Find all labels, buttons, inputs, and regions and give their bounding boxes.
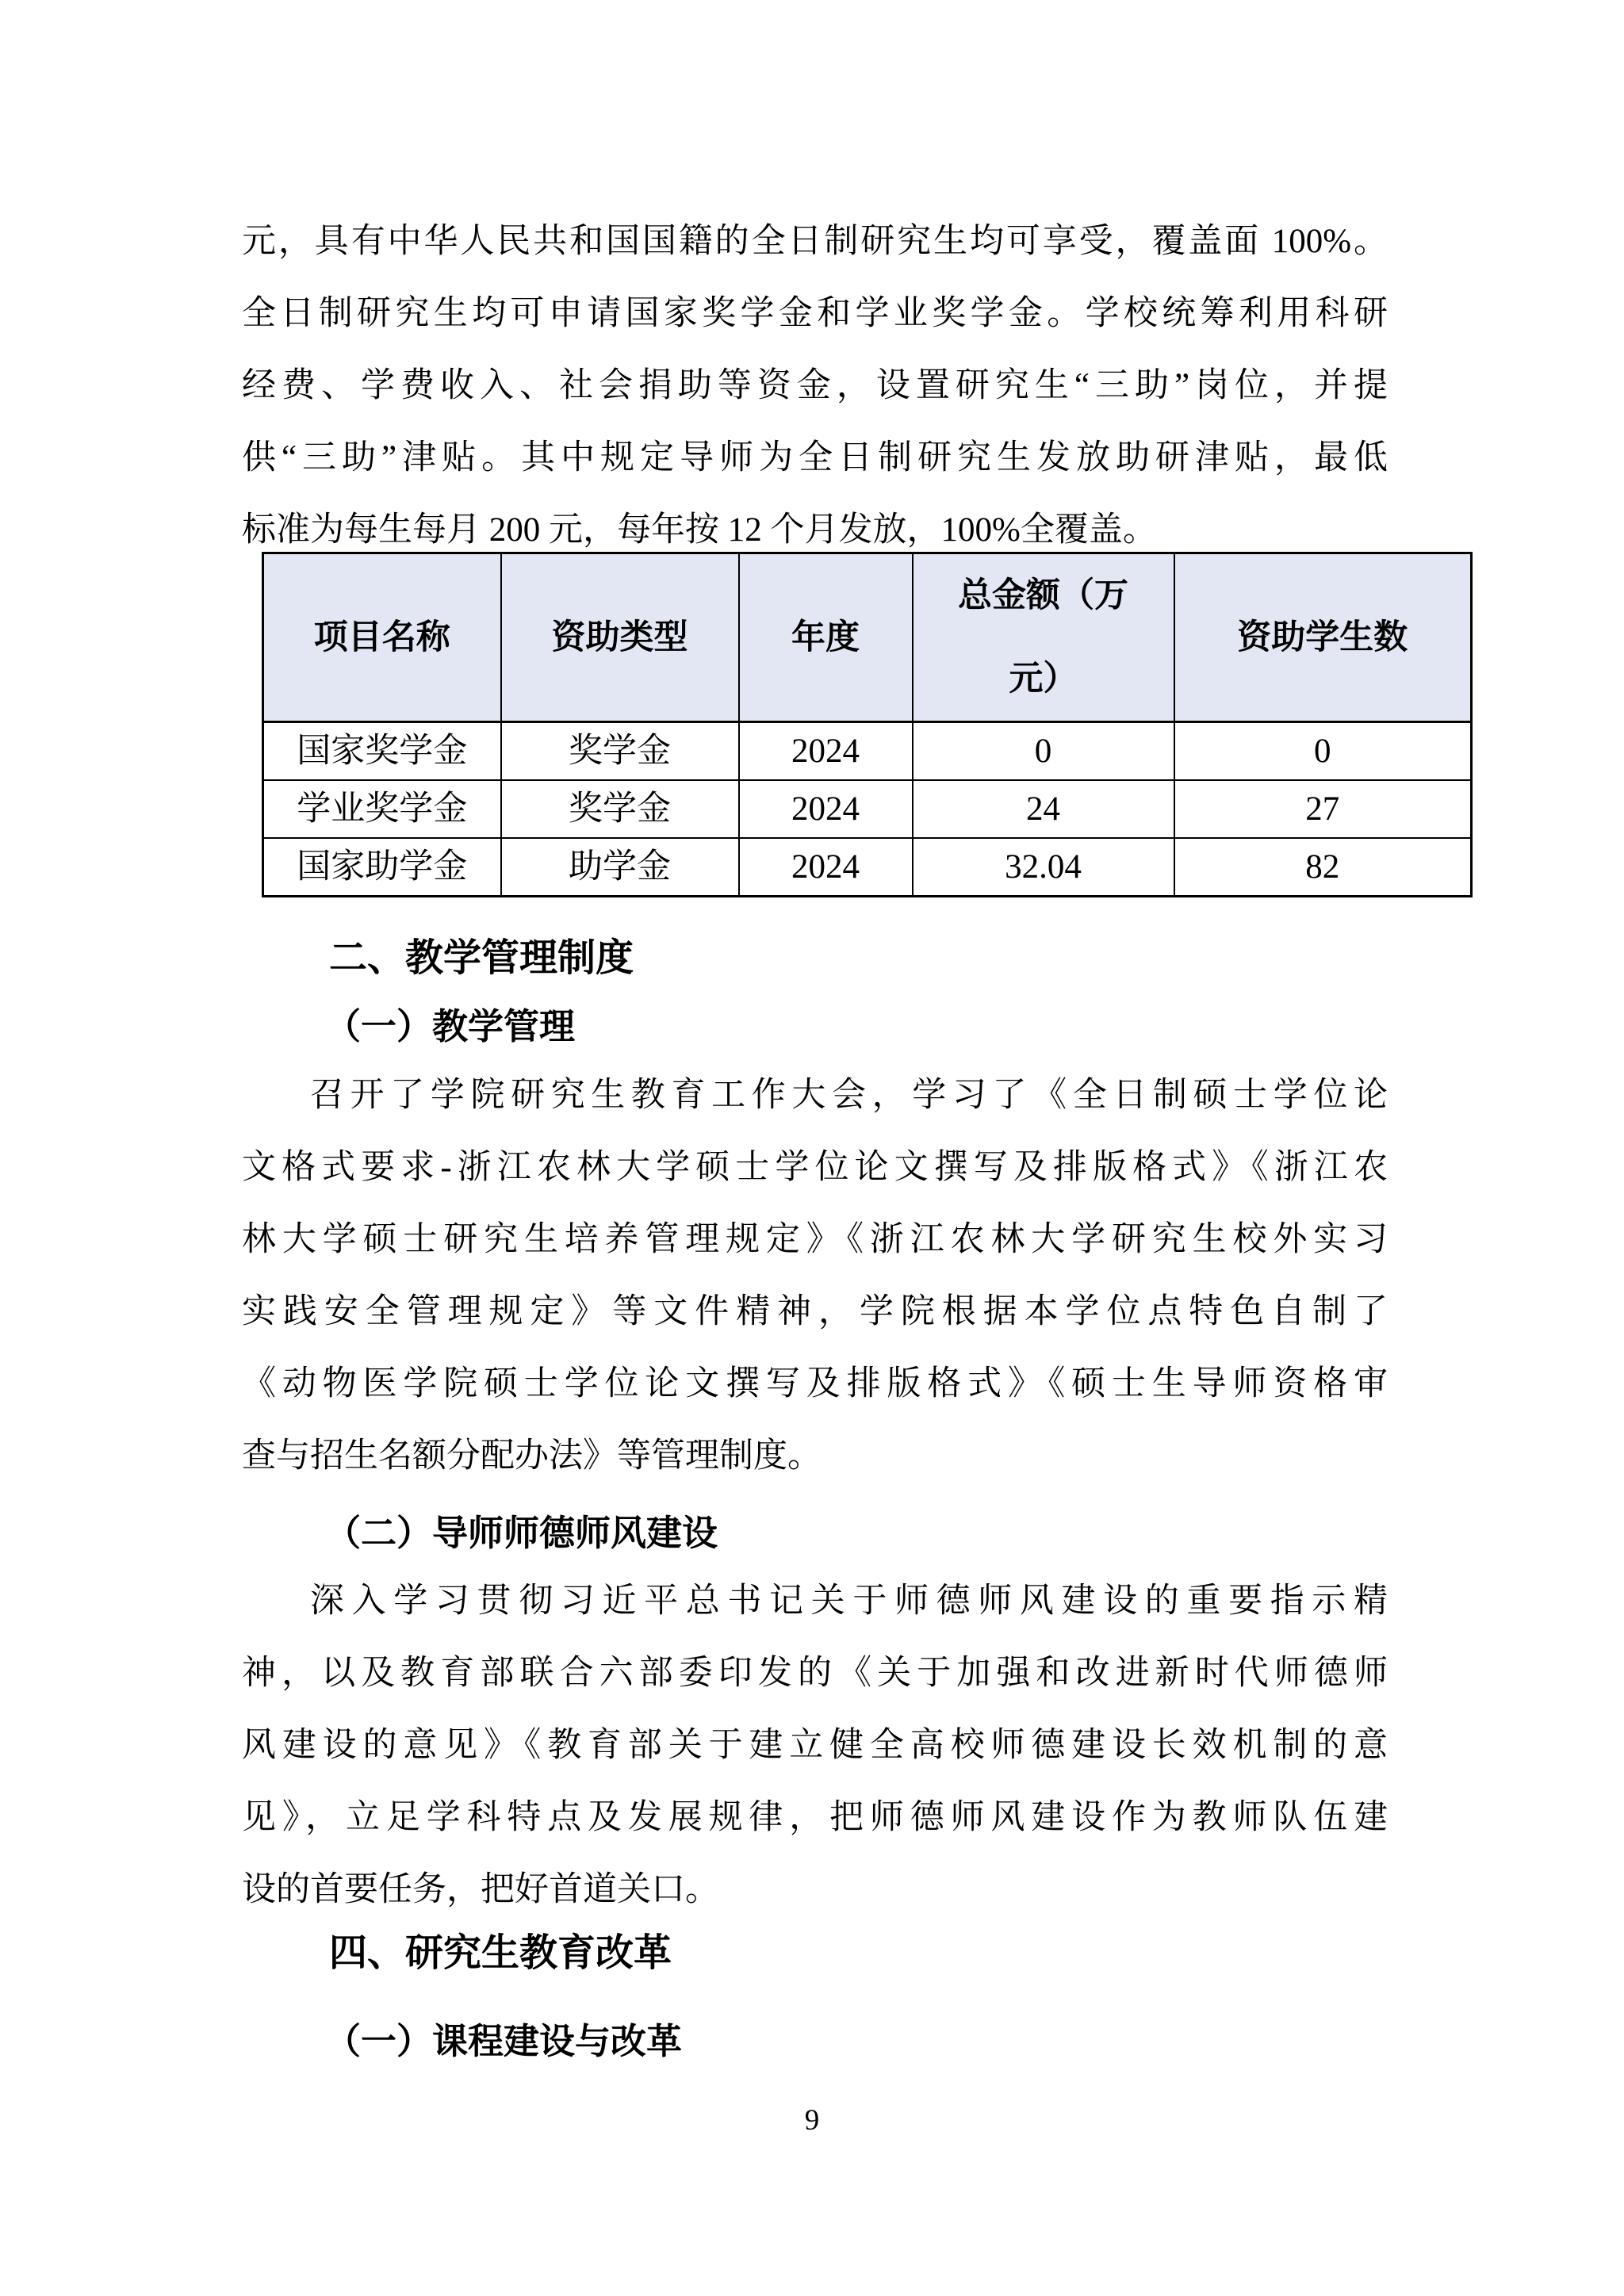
paragraph-line: 《动物医学院硕士学位论文撰写及排版格式》《硕士生导师资格审 <box>242 1365 1388 1402</box>
funding-table-container <box>262 552 1470 897</box>
teaching-management-paragraph <box>242 1059 1388 1492</box>
table-row <box>263 838 1472 897</box>
cell-total-amount: 24 <box>913 780 1174 838</box>
paragraph-line: 召开了学院研究生教育工作大会，学习了《全日制硕士学位论 <box>310 1077 1388 1114</box>
header-cell-total-amount: 总金额（万元） <box>913 553 1174 722</box>
paragraph-line: 供“三助”津贴。其中规定导师为全日制研究生发放助研津贴，最低 <box>242 439 1388 476</box>
table-row <box>263 722 1472 781</box>
cell-year: 2024 <box>739 722 913 781</box>
header-cell-funding-type: 资助类型 <box>501 553 739 722</box>
cell-funding-type: 奖学金 <box>501 780 739 838</box>
paragraph-line: 实践安全管理规定》等文件精神，学院根据本学位点特色自制了 <box>242 1293 1388 1330</box>
header-cell-project-name: 项目名称 <box>263 553 501 722</box>
cell-total-amount: 0 <box>913 722 1174 781</box>
paragraph-line: 经费、学费收入、社会捐助等资金，设置研究生“三助”岗位，并提 <box>242 367 1388 404</box>
cell-project-name: 学业奖学金 <box>263 780 501 838</box>
subsection-heading-teaching-management: （一）教学管理 <box>325 1007 576 1047</box>
subsection-heading-mentor-ethics: （二）导师师德师风建设 <box>325 1513 718 1553</box>
cell-project-name: 国家奖学金 <box>263 722 501 781</box>
paragraph-line: 设的首要任务，把好首道关口。 <box>242 1871 719 1908</box>
cell-year: 2024 <box>739 838 913 897</box>
intro-paragraph <box>242 205 1388 566</box>
cell-student-count: 27 <box>1174 780 1472 838</box>
paragraph-line: 全日制研究生均可申请国家奖学金和学业奖学金。学校统筹利用科研 <box>242 295 1388 332</box>
paragraph-line: 深入学习贯彻习近平总书记关于师德师风建设的重要指示精 <box>310 1582 1388 1620</box>
cell-funding-type: 奖学金 <box>501 722 739 781</box>
page-number: 9 <box>804 2104 820 2137</box>
paragraph-line: 见》，立足学科特点及发展规律，把师德师风建设作为教师队伍建 <box>242 1799 1388 1836</box>
mentor-ethics-paragraph <box>242 1565 1388 1926</box>
subsection-heading-course-reform: （一）课程建设与改革 <box>325 2022 683 2061</box>
cell-total-amount: 32.04 <box>913 838 1174 897</box>
paragraph-line: 风建设的意见》《教育部关于建立健全高校师德建设长效机制的意 <box>242 1727 1388 1764</box>
section-heading-teaching-management: 二、教学管理制度 <box>329 937 634 979</box>
cell-funding-type: 助学金 <box>501 838 739 897</box>
table-row <box>263 780 1472 838</box>
cell-project-name: 国家助学金 <box>263 838 501 897</box>
table-header-row <box>263 553 1472 722</box>
cell-student-count: 0 <box>1174 722 1472 781</box>
paragraph-line: 文格式要求-浙江农林大学硕士学位论文撰写及排版格式》《浙江农 <box>242 1149 1388 1186</box>
cell-year: 2024 <box>739 780 913 838</box>
paragraph-line: 元，具有中华人民共和国国籍的全日制研究生均可享受，覆盖面 100%。 <box>242 223 1388 260</box>
paragraph-line: 林大学硕士研究生培养管理规定》《浙江农林大学研究生校外实习 <box>242 1221 1388 1258</box>
header-cell-student-count: 资助学生数 <box>1174 553 1472 722</box>
cell-student-count: 82 <box>1174 838 1472 897</box>
paragraph-line: 神，以及教育部联合六部委印发的《关于加强和改进新时代师德师 <box>242 1655 1388 1692</box>
paragraph-line: 标准为每生每月 200 元，每年按 12 个月发放，100%全覆盖。 <box>242 511 1157 549</box>
section-heading-graduate-education-reform: 四、研究生教育改革 <box>329 1932 672 1974</box>
header-cell-year: 年度 <box>739 553 913 722</box>
paragraph-line: 查与招生名额分配办法》等管理制度。 <box>242 1437 822 1475</box>
funding-table <box>262 552 1473 897</box>
